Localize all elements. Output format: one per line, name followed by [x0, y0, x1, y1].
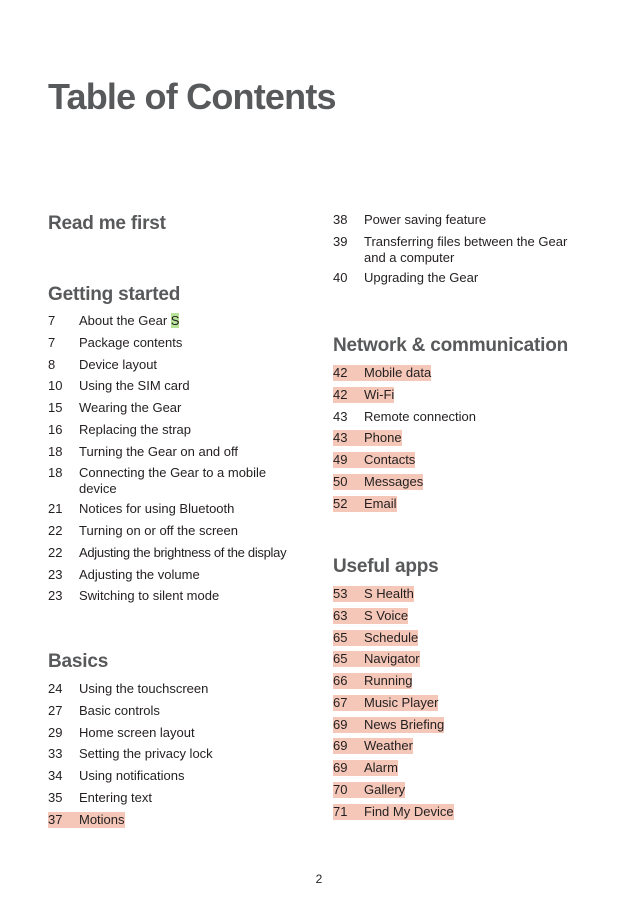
- toc-entry-title: Find My Device: [364, 803, 454, 819]
- toc-page-number: 43: [333, 430, 348, 446]
- toc-page-number: 53: [333, 586, 348, 601]
- highlight-mark: [333, 695, 438, 711]
- toc-entry[interactable]: [48, 588, 318, 604]
- toc-entry-title: Turning the Gear on and off: [79, 443, 238, 459]
- section-heading-useful-apps[interactable]: Useful apps: [333, 556, 439, 577]
- toc-entry-title: Phone: [364, 430, 402, 446]
- toc-page-number: 42: [333, 365, 348, 380]
- highlight-mark: [333, 365, 431, 381]
- highlight-mark: [333, 474, 423, 490]
- toc-entry-title: Running: [364, 673, 413, 688]
- toc-page-number: 23: [48, 566, 63, 582]
- toc-page-number: 27: [48, 702, 63, 718]
- toc-entry[interactable]: [48, 465, 318, 497]
- toc-entry[interactable]: [48, 444, 318, 460]
- highlight-mark: [333, 387, 394, 403]
- toc-entry[interactable]: [333, 496, 476, 512]
- toc-entry-title: Contacts: [364, 452, 416, 467]
- toc-entry[interactable]: [48, 812, 213, 828]
- toc-entry-title: Weather: [364, 738, 413, 754]
- toc-page-number: 43: [333, 408, 348, 424]
- toc-page-number: 66: [333, 673, 348, 688]
- toc-entry-title: About the Gear: [79, 313, 171, 328]
- highlight-mark: [333, 608, 408, 624]
- toc-entry-title: Remote connection: [364, 408, 477, 424]
- toc-page-number: 29: [48, 724, 63, 740]
- toc-entry[interactable]: [48, 501, 318, 517]
- highlight-mark: [48, 812, 125, 828]
- toc-page-number: 63: [333, 607, 348, 623]
- highlight-mark: [333, 804, 454, 820]
- highlight-mark: [333, 673, 412, 689]
- toc-entry[interactable]: [333, 651, 454, 667]
- toc-entry[interactable]: [333, 673, 454, 689]
- toc-entry[interactable]: [48, 567, 318, 583]
- toc-entry-title: S Voice: [364, 607, 409, 623]
- toc-entry[interactable]: [48, 790, 213, 806]
- highlight-mark: [333, 651, 420, 667]
- toc-entry[interactable]: [48, 357, 318, 373]
- toc-entry[interactable]: [333, 430, 476, 446]
- toc-entry[interactable]: [333, 760, 454, 776]
- toc-page-number: 67: [333, 694, 348, 710]
- toc-entry[interactable]: [333, 782, 454, 798]
- toc-entry[interactable]: [48, 703, 213, 719]
- toc-entry[interactable]: [48, 523, 318, 539]
- toc-entry-title: Adjusting the brightness of the display: [79, 544, 287, 560]
- highlight-mark: [333, 496, 397, 512]
- toc-page-number: 37: [48, 811, 63, 827]
- toc-page-number: 21: [48, 501, 63, 517]
- toc-entry[interactable]: [48, 335, 318, 351]
- toc-entry-title: Motions: [79, 811, 125, 827]
- toc-entry-title: Setting the privacy lock: [79, 746, 213, 762]
- toc-entry-title: Home screen layout: [79, 724, 195, 740]
- toc-entry-title: Navigator: [364, 651, 420, 667]
- toc-page-number: 69: [333, 760, 348, 775]
- highlight-mark: [333, 738, 413, 754]
- toc-page-number: 70: [333, 781, 348, 797]
- toc-entry-title: Transferring files between the Gear and a computer: [364, 233, 568, 265]
- toc-entry[interactable]: [333, 630, 454, 646]
- toc-page-number: 38: [333, 212, 348, 227]
- toc-entry[interactable]: [333, 717, 454, 733]
- toc-entry-title: Adjusting the volume: [79, 566, 200, 582]
- toc-entry-title: Switching to silent mode: [79, 588, 220, 604]
- toc-entry-title: Device layout: [79, 356, 158, 372]
- toc-page-number: 18: [48, 443, 63, 459]
- toc-page-number: 71: [333, 803, 348, 819]
- section-heading-read-me-first[interactable]: Read me first: [48, 213, 166, 234]
- toc-entry[interactable]: [333, 586, 454, 602]
- toc-page-number: 33: [48, 746, 63, 762]
- toc-entry[interactable]: [48, 400, 318, 416]
- toc-entry[interactable]: [333, 474, 476, 490]
- toc-entry-title: Entering text: [79, 789, 152, 805]
- toc-entry-title: Basic controls: [79, 702, 160, 718]
- toc-entry-title: Schedule: [364, 629, 419, 645]
- toc-page-number: 69: [333, 716, 348, 732]
- toc-list-getting-started-continued: [333, 212, 613, 292]
- toc-entry-title: Messages: [364, 473, 424, 489]
- toc-entry-title: Turning on or off the screen: [79, 523, 238, 538]
- toc-entry[interactable]: [333, 695, 454, 711]
- toc-entry-title: Power saving feature: [364, 212, 487, 227]
- toc-page-number: 7: [48, 334, 56, 350]
- toc-entry[interactable]: [333, 409, 476, 425]
- toc-entry-title: Upgrading the Gear: [364, 269, 479, 285]
- toc-entry-title: Gallery: [364, 781, 406, 797]
- highlighted-word: S: [170, 313, 180, 328]
- toc-entry-title: Notices for using Bluetooth: [79, 501, 235, 517]
- toc-entry[interactable]: [333, 365, 476, 381]
- toc-page-number: 50: [333, 473, 348, 489]
- highlight-mark: [333, 430, 402, 446]
- highlight-mark: [333, 760, 398, 776]
- section-heading-getting-started[interactable]: Getting started: [48, 284, 181, 305]
- toc-entry[interactable]: [48, 422, 318, 438]
- toc-list-network-communication: [333, 365, 476, 517]
- toc-entry[interactable]: [333, 608, 454, 624]
- toc-entry-title: News Briefing: [364, 716, 445, 732]
- toc-page-number: 35: [48, 789, 63, 805]
- toc-entry[interactable]: [48, 545, 318, 561]
- section-heading-basics[interactable]: Basics: [48, 651, 109, 672]
- toc-list-basics: [48, 681, 213, 833]
- highlight-mark: [333, 782, 405, 798]
- section-heading-network-communication[interactable]: Network & communication: [333, 335, 569, 356]
- toc-entry[interactable]: [48, 768, 213, 784]
- toc-entry[interactable]: [48, 746, 213, 762]
- toc-entry[interactable]: [333, 234, 613, 266]
- toc-entry[interactable]: [333, 387, 476, 403]
- toc-page-number: 15: [48, 400, 63, 415]
- highlight-mark: [333, 630, 418, 646]
- toc-entry-title: S Health: [364, 586, 414, 601]
- toc-entry-title: Alarm: [364, 760, 398, 775]
- toc-entry[interactable]: [48, 378, 318, 394]
- toc-entry[interactable]: [333, 270, 613, 286]
- toc-page-number: 49: [333, 452, 348, 467]
- toc-page-number: 22: [48, 544, 63, 560]
- toc-page-number: 24: [48, 681, 63, 696]
- toc-page-number: 39: [333, 233, 348, 249]
- toc-page-number: 18: [48, 465, 63, 481]
- toc-list-getting-started: [48, 313, 318, 610]
- toc-page-number: 22: [48, 523, 63, 538]
- toc-entry-title: Package contents: [79, 334, 183, 350]
- toc-page-number: 52: [333, 495, 348, 511]
- toc-entry-title: Wearing the Gear: [79, 400, 182, 415]
- toc-entry[interactable]: [48, 313, 318, 329]
- toc-page-number: 34: [48, 768, 63, 783]
- toc-page-number: 40: [333, 269, 348, 285]
- toc-page-number: 65: [333, 651, 348, 667]
- toc-entry[interactable]: [333, 738, 454, 754]
- page-title: Table of Contents: [48, 76, 336, 117]
- toc-page-number: 10: [48, 378, 63, 394]
- toc-page-number: 7: [48, 313, 56, 328]
- toc-entry-title: Wi-Fi: [364, 386, 395, 402]
- toc-entry[interactable]: [333, 452, 476, 468]
- toc-entry[interactable]: [48, 681, 213, 697]
- toc-page-number: 42: [333, 386, 348, 402]
- toc-entry-title: Replacing the strap: [79, 421, 192, 437]
- highlight-mark: [333, 717, 444, 733]
- toc-entry[interactable]: [48, 725, 213, 741]
- toc-page-number: 8: [48, 356, 56, 372]
- page-number: 2: [315, 872, 323, 886]
- toc-entry-title: Email: [364, 495, 397, 511]
- toc-entry-title: Music Player: [364, 694, 439, 710]
- toc-page-number: 65: [333, 629, 348, 645]
- toc-entry-title: Using the touchscreen: [79, 681, 209, 696]
- toc-entry[interactable]: [333, 212, 613, 228]
- toc-list-useful-apps: [333, 586, 454, 825]
- toc-entry-title: Connecting the Gear to a mobile device: [79, 465, 267, 497]
- toc-page-number: 23: [48, 588, 63, 604]
- toc-entry[interactable]: [333, 804, 454, 820]
- toc-entry-title: Using the SIM card: [79, 378, 190, 394]
- toc-entry-title: Using notifications: [79, 768, 185, 783]
- toc-entry-title: Mobile data: [364, 365, 432, 380]
- toc-page-number: 69: [333, 738, 348, 754]
- highlight-mark: [333, 586, 414, 602]
- toc-page-number: 16: [48, 421, 63, 437]
- highlight-mark: [333, 452, 415, 468]
